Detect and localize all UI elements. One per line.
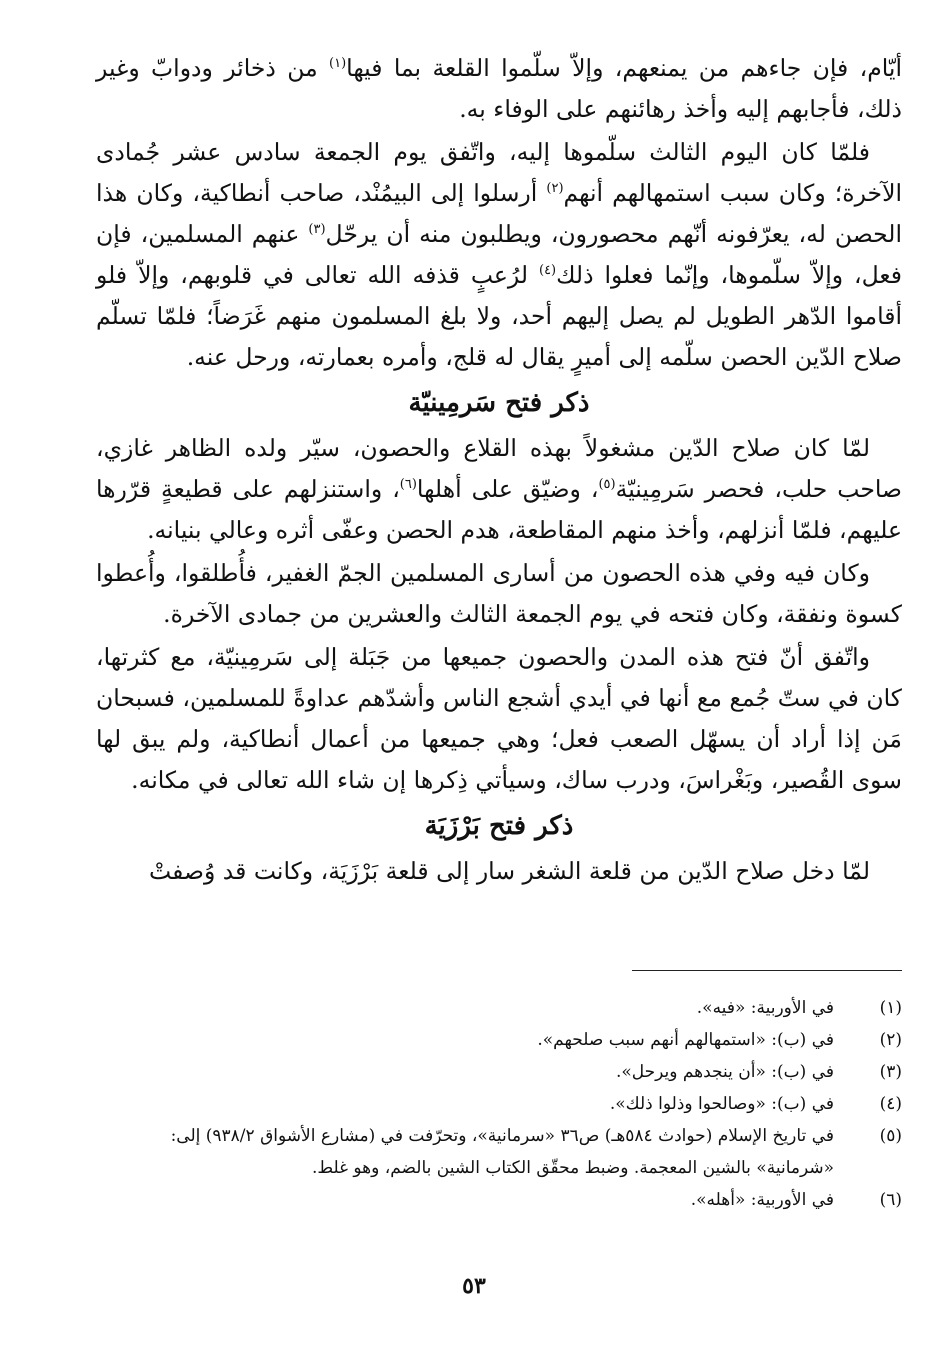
footnote-4: (٤) في (ب): «وصالحوا وذلوا ذلك».	[609, 1094, 902, 1114]
footnote-3: (٣) في (ب): «أن ينجدهم ويرحل».	[615, 1062, 902, 1082]
footnote-ref-5[interactable]: (٥)	[598, 477, 616, 493]
footnote-2: (٢) في (ب): «استمهالهم أنهم سبب صلحهم».	[537, 1030, 902, 1050]
paragraph-5: واتّفق أنّ فتح هذه المدن والحصون جميعها من جَبَلة إلى سَرمِينيّة، مع كثرتها، كان في ستّ جُمع مع أنها في أيدي أشجع الناس وأشدّهم عداوةً للمسلمين، فسبحان مَن إذا أراد أن يسهّل الصعب فعل؛ وهي جميعها من أعمال أنطاكية، ولم يبق لها سوى القُصير، وبَغْراسَ، ودرب ساك، وسيأتي ذِكرها إن شاء الله تعالى في مكانه.	[96, 643, 902, 794]
footnote-divider	[632, 970, 902, 971]
main-text	[96, 48, 902, 892]
paragraph-4: وكان فيه وفي هذه الحصون من أسارى المسلمين الجمّ الغفير، فأُطلقوا، وأُعطوا كسوة ونفقة، وكان فتحه في يوم الجمعة الثالث والعشرين من جمادى الآخرة.	[96, 559, 902, 628]
footnote-ref-6[interactable]: (٦)	[399, 477, 417, 493]
footnote-ref-4[interactable]: (٤)	[538, 263, 557, 279]
page-number: ٥٣	[462, 1273, 486, 1299]
footnote-5: (٥) في تاريخ الإسلام (حوادث ٥٨٤هـ) ص٣٦ «سرمانية»، وتحرّفت في (مشارع الأشواق ٩٣٨/٢) إلى: «شرمانية» بالشين المعجمة. وضبط محقّق الكتاب الشين بالضم، وهو غلط.	[170, 1126, 902, 1178]
footnote-ref-3[interactable]: (٣)	[308, 222, 326, 238]
paragraph-2: فلمّا كان اليوم الثالث سلّموها إليه، واتّفق يوم الجمعة سادس عشر جُمادى الآخرة؛ وكان سبب استمهالهم أنهم$^{(٢)}$ أرسلوا إلى البيمُنْد، صاحب أنطاكية، وكان هذا الحصن له، يعرّفونه أنّهم محصورون، ويطلبون منه أن يرحّل$^{(٣)}$ عنهم المسلمين، فإن فعل، وإلاّ سلّموها، وإنّما فعلوا ذلك$^{(٤)}$ لرُعبٍ قذفه الله تعالى في قلوبهم، وإلاّ فلو أقاموا الدّهر الطويل لم يصل إليهم أحد، ولا بلغ المسلمون منهم غَرَضاً؛ فلمّا تسلّم صلاح الدّين الحصن سلّمه إلى أميرٍ يقال له قلج، وأمره بعمارته، ورحل عنه.	[96, 138, 902, 371]
section-heading-sarminiya: ذكر فتح سَرمِينيّة	[408, 388, 590, 418]
footnotes	[96, 992, 902, 1216]
paragraph-1: أيّام، فإن جاءهم من يمنعهم، وإلاّ سلّموا القلعة بما فيها$^{(١)}$ من ذخائر ودوابّ وغير ذلك، فأجابهم إليه وأخذ رهائنهم على الوفاء به.	[96, 54, 902, 123]
section-heading-barziya: ذكر فتح بَرْزَيَة	[424, 811, 574, 841]
footnote-6: (٦) في الأوربية: «أهله».	[690, 1190, 902, 1210]
footnote-ref-2[interactable]: (٢)	[546, 181, 564, 197]
footnote-ref-1[interactable]: (١)	[329, 56, 347, 72]
paragraph-3: لمّا كان صلاح الدّين مشغولاً بهذه القلاع والحصون، سيّر ولده الظاهر غازي، صاحب حلب، فحصر سَرمِينيّة$^{(٥)}$، وضيّق على أهلها$^{(٦)}$، واستنزلهم على قطيعةٍ قرّرها عليهم، فلمّا أنزلهم، وأخذ منهم المقاطعة، هدم الحصن وعفّى أثره وعالي بنيانه.	[96, 434, 903, 544]
paragraph-6: لمّا دخل صلاح الدّين من قلعة الشغر سار إلى قلعة بَرْزَيَة، وكانت قد وُصفتْ	[149, 857, 870, 885]
footnote-1: (١) في الأوربية: «فيه».	[696, 998, 902, 1018]
